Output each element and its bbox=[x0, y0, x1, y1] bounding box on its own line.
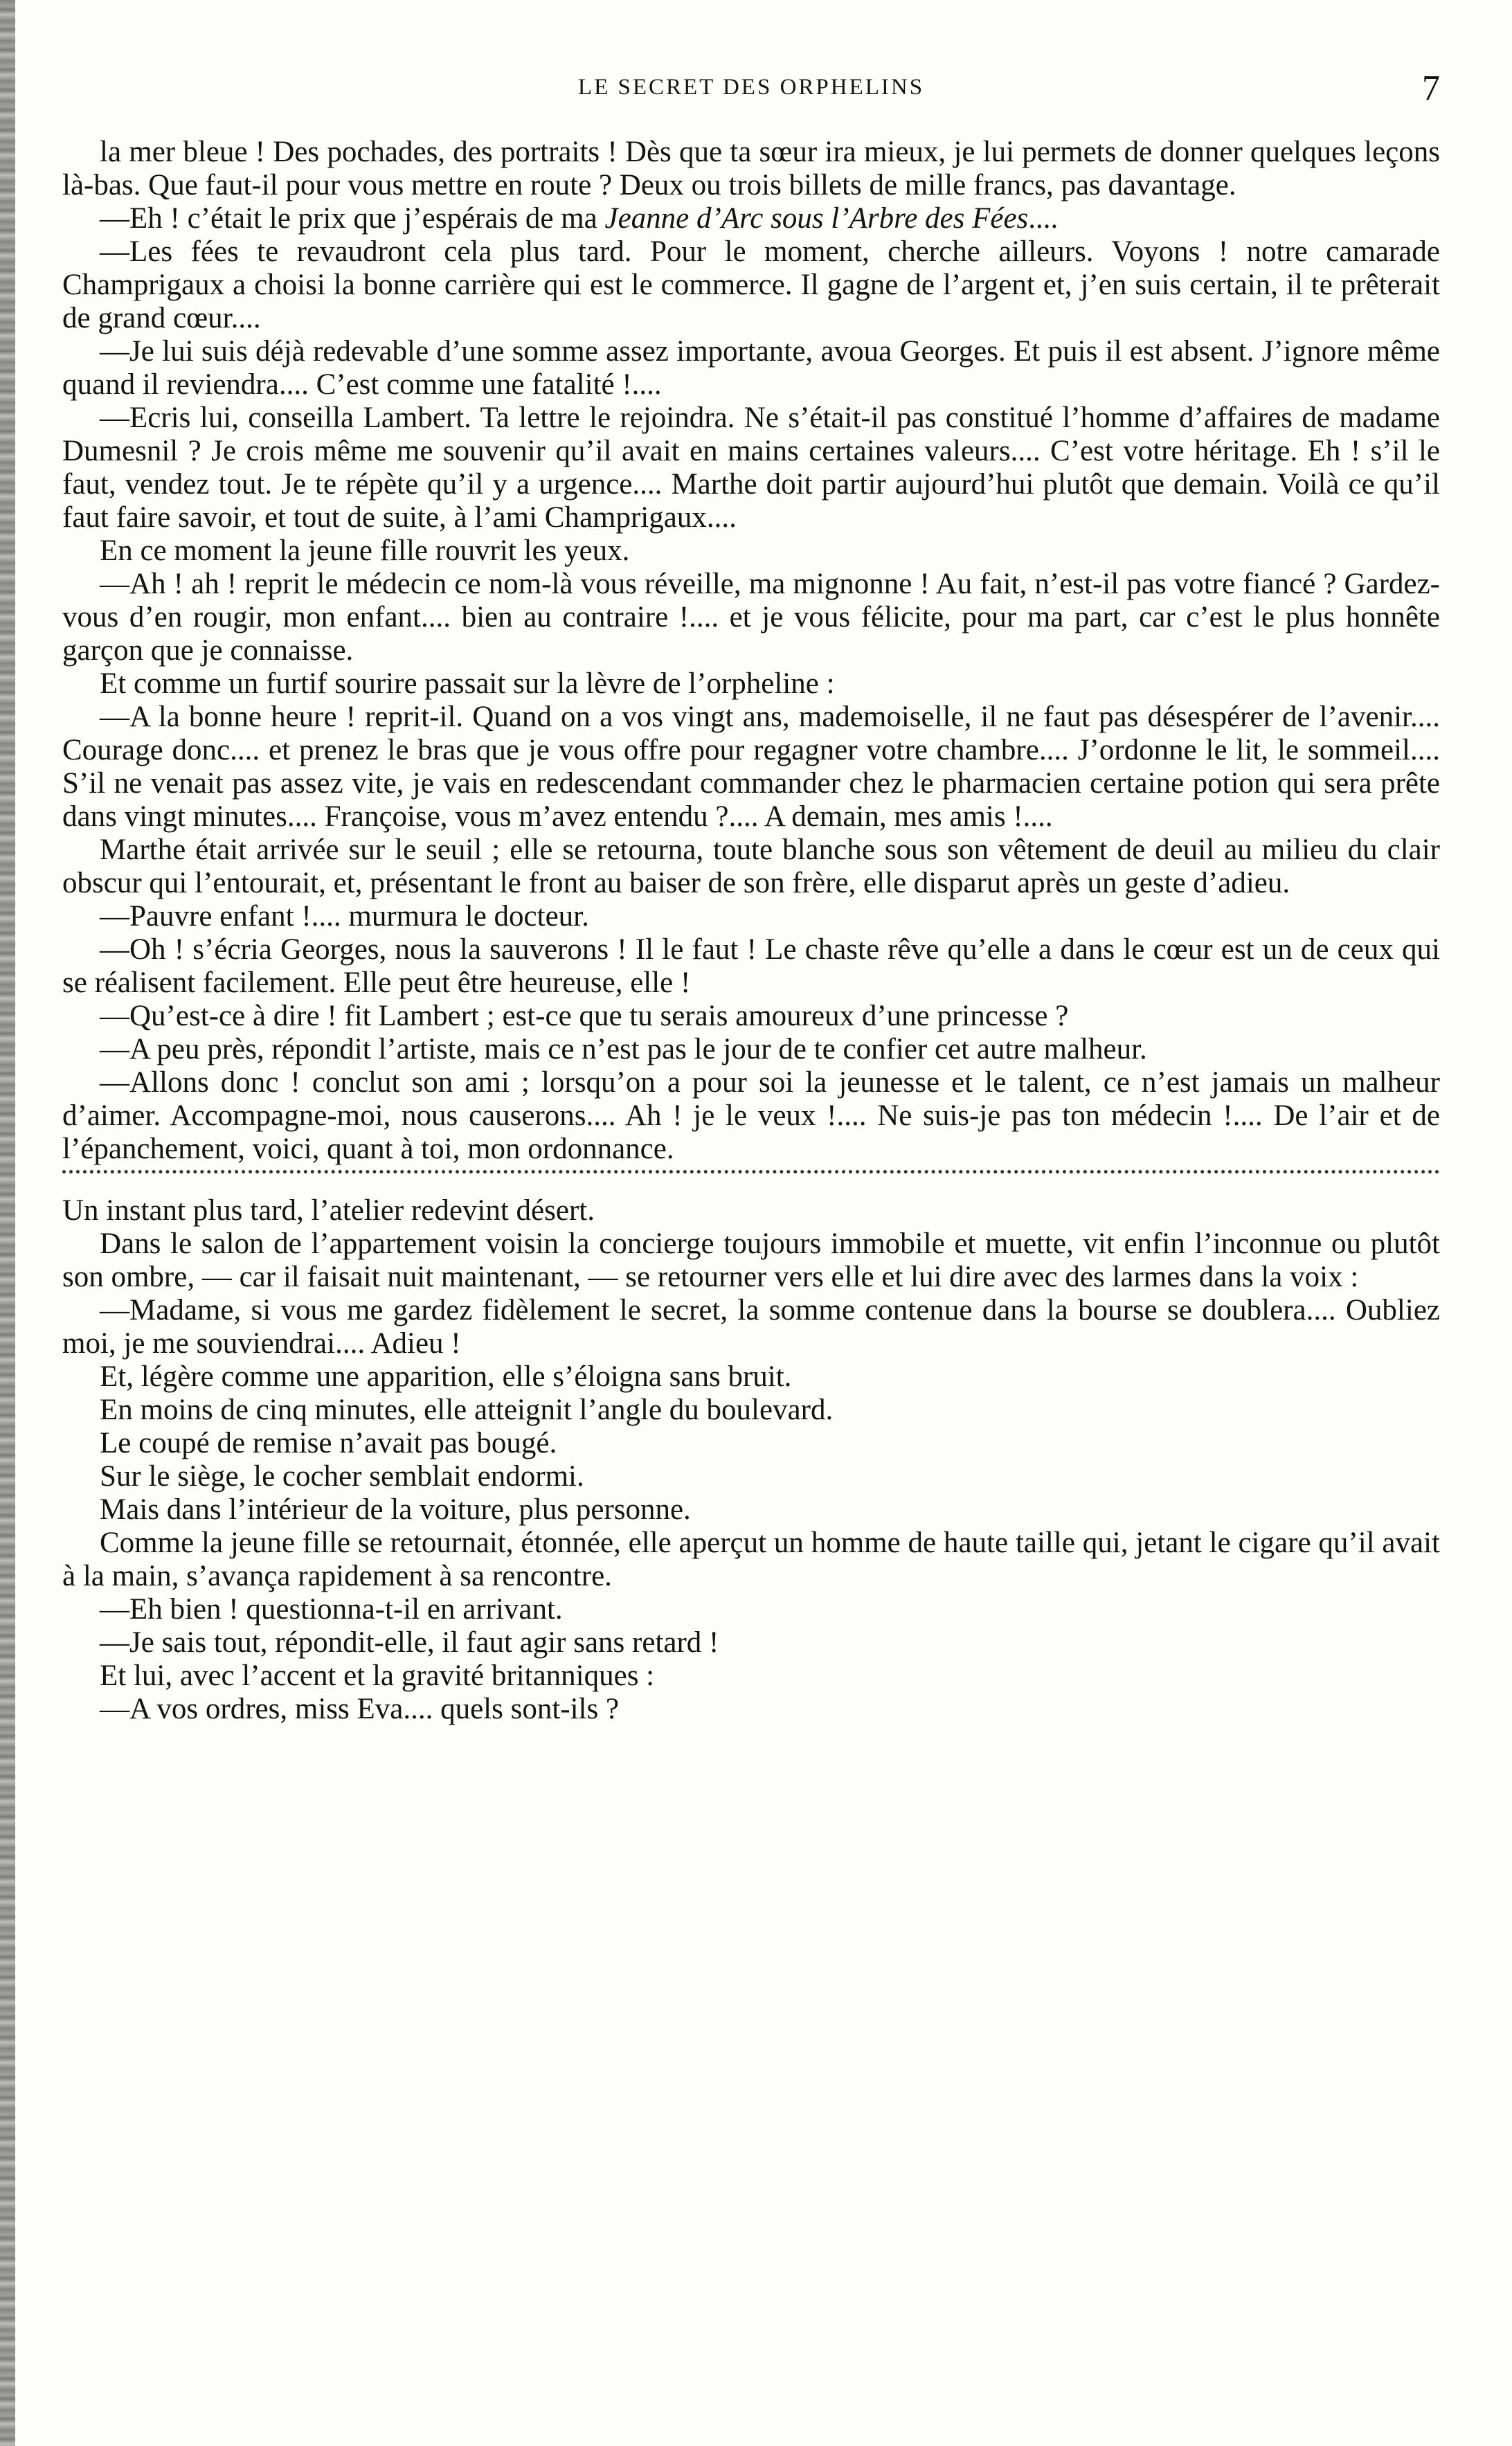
paragraph-text: —Eh bien ! questionna-t-il en arrivant. bbox=[100, 1593, 563, 1626]
paragraph-text: —Allons donc ! conclut son ami ; lorsqu’on a pour soi la jeunesse et le talent, ce n’est jamais un malheur d’aimer. Accompagne-moi, nous causerons.... Ah ! je le veux !.... Ne suis-je pas ton médecin !.... De l’air et de l’épanchement, voici, quant à toi, mon ordonnance. bbox=[62, 1066, 1440, 1165]
paragraph bbox=[62, 1228, 1440, 1294]
paragraph-text: Comme la jeune fille se retournait, étonnée, elle aperçut un homme de haute taille qui, jetant le cigare qu’il avait à la main, s’avança rapidement à sa rencontre. bbox=[62, 1527, 1440, 1592]
paragraph-text: —A la bonne heure ! reprit-il. Quand on a vos vingt ans, mademoiselle, il ne faut pas désespérer de l’avenir.... Courage donc.... et prenez le bras que je vous offre pour regagner votre chambre.... J’ordonne le lit, le sommeil.... S’il ne venait pas assez vite, je vais en redescendant commander chez le pharmacien certaine potion qui sera prête dans vingt minutes.... Françoise, vous m’avez entendu ?.... A demain, mes amis !.... bbox=[62, 701, 1440, 833]
running-title: LE SECRET DES ORPHELINS bbox=[577, 75, 925, 100]
paragraph bbox=[62, 1493, 1440, 1527]
paragraph bbox=[62, 402, 1440, 534]
paragraph-text: Marthe était arrivée sur le seuil ; elle se retourna, toute blanche sous son vêtement de deuil au milieu du clair obscur qui l’entourait, et, présentant le front au baiser de son frère, elle disparut après un geste d’adieu. bbox=[62, 834, 1440, 899]
paragraph-text: Le coupé de remise n’avait pas bougé. bbox=[100, 1427, 557, 1459]
paragraph bbox=[62, 1626, 1440, 1660]
paragraph-text: Et lui, avec l’accent et la gravité britanniques : bbox=[100, 1660, 655, 1692]
paragraph-text: —Ecris lui, conseilla Lambert. Ta lettre le rejoindra. Ne s’était-il pas constitué l’homme d’affaires de madame Dumesnil ? Je crois même me souvenir qu’il avait en mains certaines valeurs.... C’est votre héritage. Eh ! s’il le faut, vendez tout. Je te répète qu’il y a urgence.... Marthe doit partir aujourd’hui plutôt que demain. Voilà ce qu’il faut faire savoir, et tout de suite, à l’ami Champrigaux.... bbox=[62, 402, 1440, 534]
paragraph bbox=[62, 1460, 1440, 1493]
paragraph bbox=[62, 701, 1440, 834]
paragraph bbox=[62, 1194, 1440, 1228]
paragraph bbox=[62, 202, 1440, 235]
paragraph-text: Un instant plus tard, l’atelier redevint désert. bbox=[62, 1194, 595, 1227]
paragraph-text: Sur le siège, le cocher semblait endormi. bbox=[100, 1460, 584, 1493]
paragraph-text: —Qu’est-ce à dire ! fit Lambert ; est-ce que tu serais amoureux d’une princesse ? bbox=[100, 1000, 1069, 1032]
paragraph bbox=[62, 1294, 1440, 1360]
paragraph bbox=[62, 1593, 1440, 1626]
paragraph-text: Et, légère comme une apparition, elle s’éloigna sans bruit. bbox=[100, 1360, 792, 1393]
paragraph bbox=[62, 1066, 1440, 1166]
paragraph bbox=[62, 335, 1440, 402]
paragraph-text: la mer bleue ! Des pochades, des portraits ! Dès que ta sœur ira mieux, je lui permets de donner quelques leçons là-bas. Que faut-il pour vous mettre en route ? Deux ou trois billets de mille francs, pas davantage. bbox=[62, 136, 1440, 201]
paragraph-text: —Madame, si vous me gardez fidèlement le secret, la somme contenue dans la bourse se doublera.... Oubliez moi, je me souviendrai.... Adieu ! bbox=[62, 1294, 1440, 1360]
paragraph-text: —Pauvre enfant !.... murmura le docteur. bbox=[100, 900, 589, 933]
paragraph bbox=[62, 1427, 1440, 1460]
paragraph bbox=[62, 667, 1440, 701]
paragraph bbox=[62, 534, 1440, 568]
paragraph bbox=[62, 834, 1440, 900]
page-number: 7 bbox=[1422, 69, 1440, 108]
page-header bbox=[62, 69, 1440, 116]
paragraph bbox=[62, 1693, 1440, 1726]
paragraph-text: —Je sais tout, répondit-elle, il faut agir sans retard ! bbox=[100, 1626, 719, 1659]
paragraph-text: En moins de cinq minutes, elle atteignit l’angle du boulevard. bbox=[100, 1394, 834, 1426]
italic-title-text: Jeanne d’Arc sous l’Arbre des Fées bbox=[604, 202, 1029, 235]
paragraph bbox=[62, 136, 1440, 202]
paragraph bbox=[62, 1360, 1440, 1394]
paragraph bbox=[62, 1394, 1440, 1427]
paragraph bbox=[62, 235, 1440, 335]
paragraph bbox=[62, 1000, 1440, 1033]
paragraph-text: .... bbox=[1028, 202, 1059, 235]
paragraph bbox=[62, 933, 1440, 1000]
paragraph bbox=[62, 1660, 1440, 1693]
paragraph bbox=[62, 568, 1440, 667]
body-text bbox=[62, 136, 1440, 1726]
paragraph bbox=[62, 900, 1440, 933]
paragraph-text: —Ah ! ah ! reprit le médecin ce nom-là vous réveille, ma mignonne ! Au fait, n’est-il pas votre fiancé ? Gardez-vous d’en rougir, mon enfant.... bien au contraire !.... et je vous félicite, pour ma part, car c’est le plus honnête garçon que je connaisse. bbox=[62, 568, 1440, 667]
paragraph-text: —Les fées te revaudront cela plus tard. Pour le moment, cherche ailleurs. Voyons ! notre camarade Champrigaux a choisi la bonne carrière qui est le commerce. Il gagne de l’argent et, j’en suis certain, il te prêterait de grand cœur.... bbox=[62, 235, 1440, 334]
paragraph-text: Mais dans l’intérieur de la voiture, plus personne. bbox=[100, 1493, 691, 1526]
paragraph-text: —A vos ordres, miss Eva.... quels sont-ils ? bbox=[100, 1693, 620, 1725]
paragraph bbox=[62, 1527, 1440, 1593]
paragraph-text: —A peu près, répondit l’artiste, mais ce n’est pas le jour de te confier cet autre malheur. bbox=[100, 1033, 1147, 1065]
paragraph bbox=[62, 1033, 1440, 1066]
paragraph-text: —Oh ! s’écria Georges, nous la sauverons ! Il le faut ! Le chaste rêve qu’elle a dans le cœur est un de ceux qui se réalisent facilement. Elle peut être heureuse, elle ! bbox=[62, 933, 1440, 999]
paragraph-text: —Je lui suis déjà redevable d’une somme assez importante, avoua Georges. Et puis il est absent. J’ignore même quand il reviendra.... C’est comme une fatalité !.... bbox=[62, 335, 1440, 401]
paragraph-text: Dans le salon de l’appartement voisin la concierge toujours immobile et muette, vit enfin l’inconnue ou plutôt son ombre, — car il faisait nuit maintenant, — se retourner vers elle et lui dire avec des larmes dans la voix : bbox=[62, 1228, 1440, 1293]
paragraph-text: —Eh ! c’était le prix que j’espérais de ma bbox=[100, 202, 605, 235]
binding-edge bbox=[0, 0, 15, 2446]
paragraph-text: En ce moment la jeune fille rouvrit les yeux. bbox=[100, 534, 630, 567]
paragraph-text: Et comme un furtif sourire passait sur la lèvre de l’orpheline : bbox=[100, 667, 835, 700]
section-separator bbox=[62, 1170, 1440, 1173]
